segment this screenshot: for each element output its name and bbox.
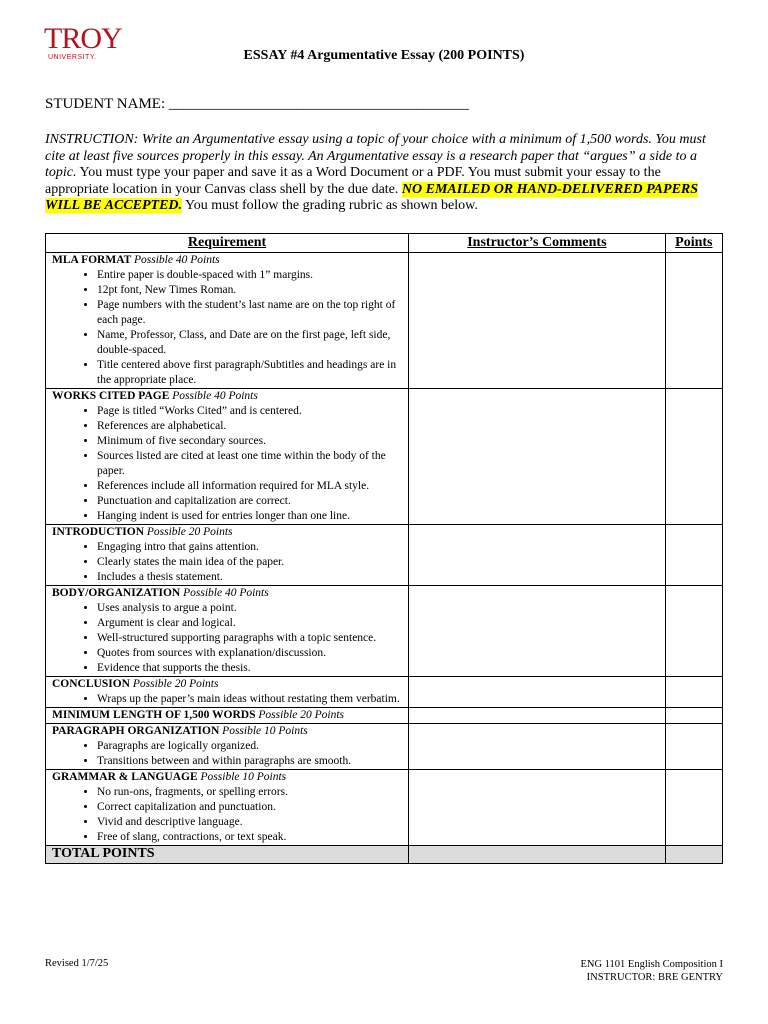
total-points-cell <box>665 846 722 864</box>
header-requirement: Requirement <box>46 234 409 253</box>
requirement-cell <box>46 770 409 846</box>
section-title: MINIMUM LENGTH OF 1,500 WORDS <box>52 709 256 721</box>
rubric-row <box>46 677 723 708</box>
rubric-row <box>46 586 723 677</box>
comments-cell <box>409 525 666 586</box>
criteria-item: • Paragraphs are logically organized. <box>97 739 408 754</box>
section-title: MLA FORMAT <box>52 254 132 266</box>
header-comments: Instructor’s Comments <box>409 234 666 253</box>
footer-course-info <box>580 958 723 984</box>
rubric-row <box>46 770 723 846</box>
requirement-cell <box>46 525 409 586</box>
criteria-item: • Clearly states the main idea of the paper. <box>97 555 408 570</box>
rubric-row <box>46 525 723 586</box>
footer-revised: Revised 1/7/25 <box>45 958 109 969</box>
section-title: PARAGRAPH ORGANIZATION <box>52 725 220 737</box>
rubric-row <box>46 253 723 389</box>
logo-subtitle: UNIVERSITY. <box>48 54 97 61</box>
comments-cell <box>409 770 666 846</box>
criteria-item: • Quotes from sources with explanation/discussion. <box>97 646 408 661</box>
instruction-italic: INSTRUCTION: Write an Argumentative essay using a topic of your choice with a minimum of 1,500 words. You must cite at least five sources properly in this essay. An Argumentative essay is a research paper that “argues” a side to a topic. <box>45 132 706 180</box>
requirement-cell <box>46 389 409 525</box>
section-possible-points: Possible 40 Points <box>172 390 258 402</box>
section-title: CONCLUSION <box>52 678 130 690</box>
header-points: Points <box>665 234 722 253</box>
requirement-cell <box>46 586 409 677</box>
section-possible-points: Possible 40 Points <box>183 587 269 599</box>
points-cell <box>665 389 722 525</box>
section-possible-points: Possible 20 Points <box>146 526 233 538</box>
criteria-list <box>52 268 408 388</box>
section-title: INTRODUCTION <box>52 526 145 538</box>
instruction-highlight: NO EMAILED OR HAND-DELIVERED PAPERS WILL BE ACCEPTED. <box>45 181 699 213</box>
total-label: TOTAL POINTS <box>46 846 409 864</box>
criteria-item: • Page numbers with the student’s last name are on the top right of each page. <box>97 298 408 328</box>
points-cell <box>665 770 722 846</box>
criteria-item: • Hanging indent is used for entries longer than one line. <box>97 509 408 524</box>
section-title: WORKS CITED PAGE <box>52 390 170 402</box>
requirement-cell <box>46 253 409 389</box>
requirement-cell <box>46 708 409 724</box>
criteria-item: • Page is titled “Works Cited” and is centered. <box>97 404 408 419</box>
criteria-item: • Well-structured supporting paragraphs with a topic sentence. <box>97 631 408 646</box>
criteria-item: • Argument is clear and logical. <box>97 616 408 631</box>
section-heading <box>52 525 408 540</box>
comments-cell <box>409 586 666 677</box>
student-name-field: STUDENT NAME: ________________________________________ <box>45 96 469 112</box>
criteria-item: • Entire paper is double-spaced with 1” margins. <box>97 268 408 283</box>
criteria-item: • Engaging intro that gains attention. <box>97 540 408 555</box>
criteria-item: • Name, Professor, Class, and Date are on the first page, left side, double-spaced. <box>97 328 408 358</box>
rubric-row <box>46 724 723 770</box>
criteria-item: • References include all information required for MLA style. <box>97 479 408 494</box>
criteria-item: • References are alphabetical. <box>97 419 408 434</box>
section-heading <box>52 253 408 268</box>
criteria-item: • Vivid and descriptive language. <box>97 815 408 830</box>
rubric-row <box>46 708 723 724</box>
criteria-item: • 12pt font, New Times Roman. <box>97 283 408 298</box>
instruction-tail: You must follow the grading rubric as shown below. <box>182 198 478 213</box>
footer-instructor: INSTRUCTOR: BRE GENTRY <box>586 972 723 983</box>
total-row <box>46 846 723 864</box>
points-cell <box>665 724 722 770</box>
comments-cell <box>409 389 666 525</box>
requirement-cell <box>46 724 409 770</box>
table-header-row <box>46 234 723 253</box>
points-cell <box>665 586 722 677</box>
points-cell <box>665 677 722 708</box>
criteria-list <box>52 404 408 524</box>
criteria-item: • Free of slang, contractions, or text speak. <box>97 830 408 845</box>
criteria-item: • Wraps up the paper’s main ideas without restating them verbatim. <box>97 692 408 707</box>
criteria-item: • Transitions between and within paragraphs are smooth. <box>97 754 408 769</box>
criteria-item: • Uses analysis to argue a point. <box>97 601 408 616</box>
total-comments-cell <box>409 846 666 864</box>
page-title: ESSAY #4 Argumentative Essay (200 POINTS) <box>243 48 525 63</box>
section-title: GRAMMAR & LANGUAGE <box>52 771 198 783</box>
rubric-row <box>46 389 723 525</box>
comments-cell <box>409 708 666 724</box>
section-possible-points: Possible 10 Points <box>222 725 308 737</box>
comments-cell <box>409 677 666 708</box>
section-possible-points: Possible 10 Points <box>200 771 287 783</box>
criteria-item: • Includes a thesis statement. <box>97 570 408 585</box>
logo-wordmark: TROY <box>44 22 122 55</box>
criteria-item: • No run-ons, fragments, or spelling errors. <box>97 785 408 800</box>
criteria-list <box>52 601 408 676</box>
footer-course: ENG 1101 English Composition I <box>580 959 723 970</box>
criteria-list <box>52 540 408 585</box>
section-possible-points: Possible 20 Points <box>258 709 344 721</box>
criteria-list <box>52 692 408 707</box>
section-possible-points: Possible 20 Points <box>132 678 219 690</box>
section-title: BODY/ORGANIZATION <box>52 587 181 599</box>
criteria-list <box>52 739 408 769</box>
section-heading <box>52 770 408 785</box>
section-heading <box>52 677 408 692</box>
comments-cell <box>409 253 666 389</box>
criteria-list <box>52 785 408 845</box>
instruction-text: You must type your paper and save it as a Word Document or a PDF. You must submit your essay to the appropriate location in your Canvas class shell by the due date. <box>45 165 661 197</box>
points-cell <box>665 253 722 389</box>
grading-rubric-table <box>45 233 723 864</box>
criteria-item: • Minimum of five secondary sources. <box>97 434 408 449</box>
criteria-item: • Correct capitalization and punctuation. <box>97 800 408 815</box>
criteria-item: • Title centered above first paragraph/Subtitles and headings are in the appropriate place. <box>97 358 408 388</box>
criteria-item: • Punctuation and capitalization are correct. <box>97 494 408 509</box>
criteria-item: • Evidence that supports the thesis. <box>97 661 408 676</box>
comments-cell <box>409 724 666 770</box>
criteria-item: • Sources listed are cited at least one time within the body of the paper. <box>97 449 408 479</box>
points-cell <box>665 525 722 586</box>
section-heading <box>52 586 408 601</box>
requirement-cell <box>46 677 409 708</box>
section-possible-points: Possible 40 Points <box>134 254 220 266</box>
section-heading <box>52 708 408 723</box>
section-heading <box>52 724 408 739</box>
points-cell <box>665 708 722 724</box>
instruction-paragraph <box>45 132 725 215</box>
section-heading <box>52 389 408 404</box>
